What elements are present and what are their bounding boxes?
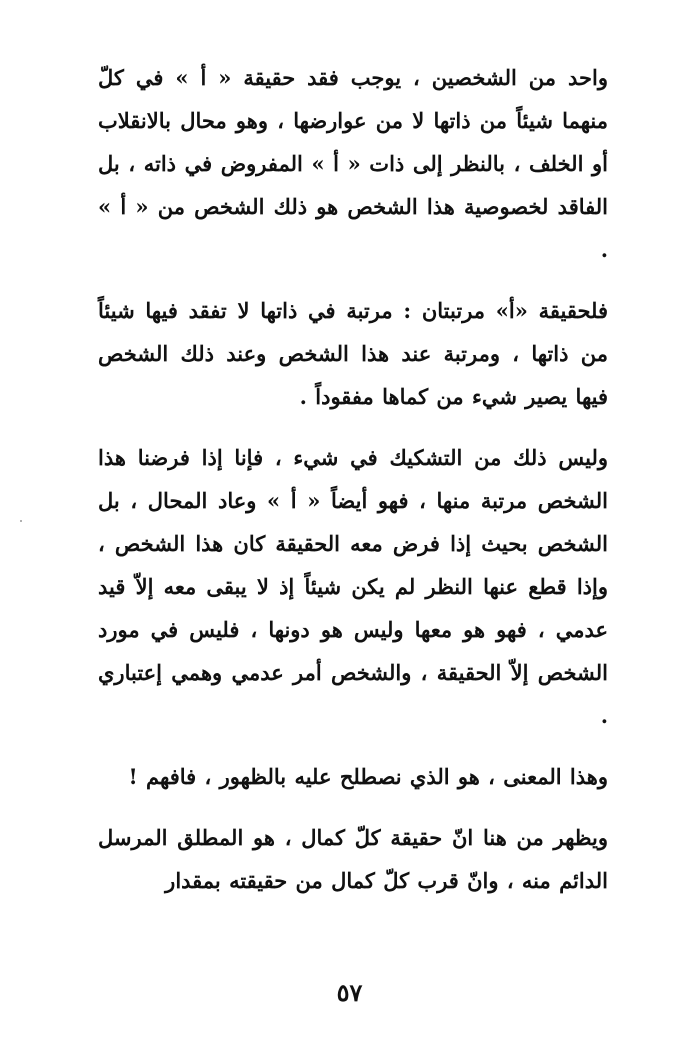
margin-speck: [20, 520, 22, 522]
paragraph-5: ويظهر من هنا انّ حقيقة كلّ كمال ، هو المطلق المرسل الدائم منه ، وانّ قرب كلّ كمال من حقيقته بمقدار: [98, 825, 608, 893]
paragraph-4: وهذا المعنى ، هو الذي نصطلح عليه بالظهور ، فافهم !: [128, 764, 608, 789]
page-number: ٥٧: [336, 978, 363, 1007]
paragraph-3: وليس ذلك من التشكيك في شيء ، فإنا إذا فرضنا هذا الشخص مرتبة منها ، فهو أيضاً « أ » وعاد المحال ، بل الشخص بحيث إذا فرض معه الحقيقة كان هذا الشخص ، وإذا قطع عنها النظر لم يكن شيئاً إذ لا يبقى معه إلاّ قيد عدمي ، فهو هو معها وليس هو دونها ، فليس في مورد الشخص إلاّ الحقيقة ، والشخص أمر عدمي وهمي إعتباري .: [98, 445, 608, 728]
paragraph-2: فلحقيقة «أ» مرتبتان : مرتبة في ذاتها لا تفقد فيها شيئاً من ذاتها ، ومرتبة عند هذا الشخص وعند ذلك الشخص فيها يصير شيء من كماها مفقوداً .: [98, 298, 608, 409]
body-text: [98, 56, 608, 902]
paragraph-1: واحد من الشخصين ، يوجب فقد حقيقة « أ » في كلّ منهما شيئاً من ذاتها لا من عوارضها ، وهو محال بالانقلاب أو الخلف ، بالنظر إلى ذات « أ » المفروض في ذاته ، بل الفاقد لخصوصية هذا الشخص هو ذلك الشخص من « أ » .: [98, 65, 608, 262]
